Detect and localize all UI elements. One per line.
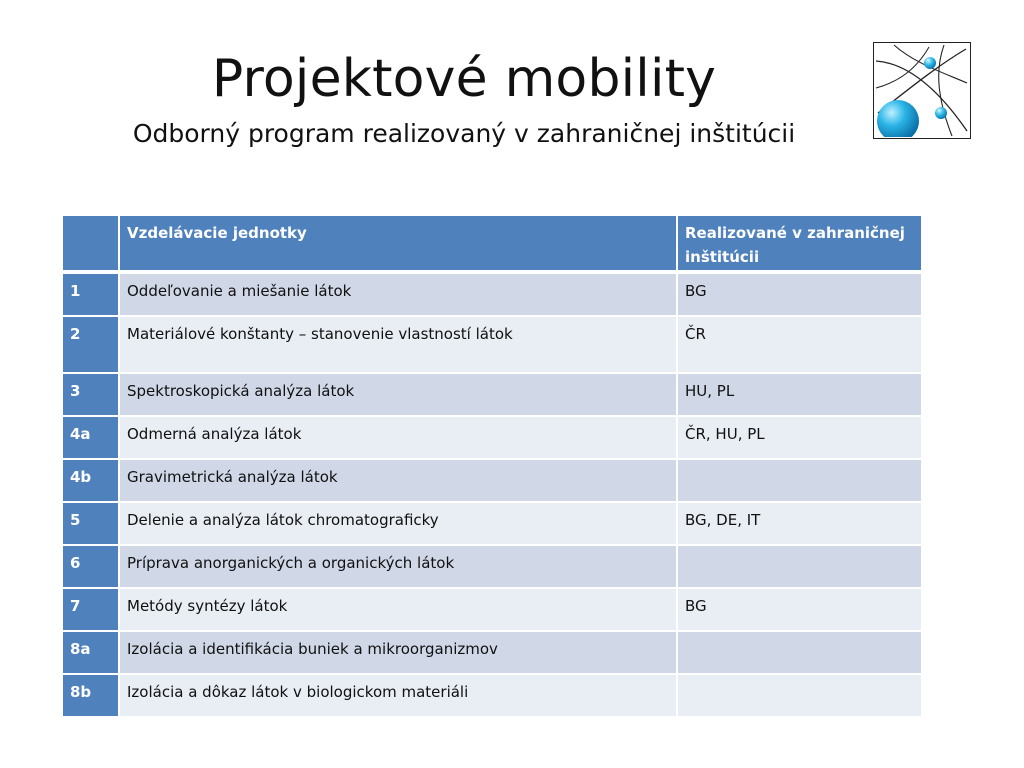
row-unit: Delenie a analýza látok chromatograficky — [119, 502, 677, 545]
row-abroad — [677, 631, 922, 674]
row-abroad: BG, DE, IT — [677, 502, 922, 545]
row-unit: Spektroskopická analýza látok — [119, 373, 677, 416]
row-unit: Metódy syntézy látok — [119, 588, 677, 631]
slide-title: Projektové mobility — [211, 49, 717, 109]
atom-logo-graphic — [874, 43, 969, 137]
header-unit: Vzdelávacie jednotky — [119, 215, 677, 272]
row-abroad — [677, 459, 922, 502]
row-number: 6 — [62, 545, 119, 588]
atom-logo-icon — [873, 42, 971, 139]
row-number: 7 — [62, 588, 119, 631]
row-unit: Izolácia a identifikácia buniek a mikroorganizmov — [119, 631, 677, 674]
row-unit: Odmerná analýza látok — [119, 416, 677, 459]
row-number: 5 — [62, 502, 119, 545]
row-number: 3 — [62, 373, 119, 416]
slide-subtitle: Odborný program realizovaný v zahraničnej inštitúcii — [132, 119, 796, 148]
row-number: 4b — [62, 459, 119, 502]
row-abroad: BG — [677, 588, 922, 631]
row-number: 1 — [62, 272, 119, 316]
table-row — [62, 631, 922, 674]
table-header-row — [62, 215, 922, 272]
row-unit: Materiálové konštanty – stanovenie vlastností látok — [119, 316, 677, 373]
row-number: 8a — [62, 631, 119, 674]
table-row — [62, 373, 922, 416]
row-abroad: ČR — [677, 316, 922, 373]
header-abroad: Realizované v zahraničnej inštitúcii — [677, 215, 922, 272]
row-number: 8b — [62, 674, 119, 717]
header-number — [62, 215, 119, 272]
row-unit: Gravimetrická analýza látok — [119, 459, 677, 502]
table-row — [62, 674, 922, 717]
table-row — [62, 416, 922, 459]
table-row — [62, 316, 922, 373]
table-row — [62, 588, 922, 631]
table-row — [62, 459, 922, 502]
row-number: 2 — [62, 316, 119, 373]
row-abroad: ČR, HU, PL — [677, 416, 922, 459]
row-unit: Izolácia a dôkaz látok v biologickom materiáli — [119, 674, 677, 717]
table-row — [62, 272, 922, 316]
row-unit: Príprava anorganických a organických látok — [119, 545, 677, 588]
row-number: 4a — [62, 416, 119, 459]
row-abroad: BG — [677, 272, 922, 316]
table-row — [62, 545, 922, 588]
row-abroad: HU, PL — [677, 373, 922, 416]
row-abroad — [677, 545, 922, 588]
row-unit: Oddeľovanie a miešanie látok — [119, 272, 677, 316]
education-units-table — [61, 214, 923, 718]
table-row — [62, 502, 922, 545]
row-abroad — [677, 674, 922, 717]
